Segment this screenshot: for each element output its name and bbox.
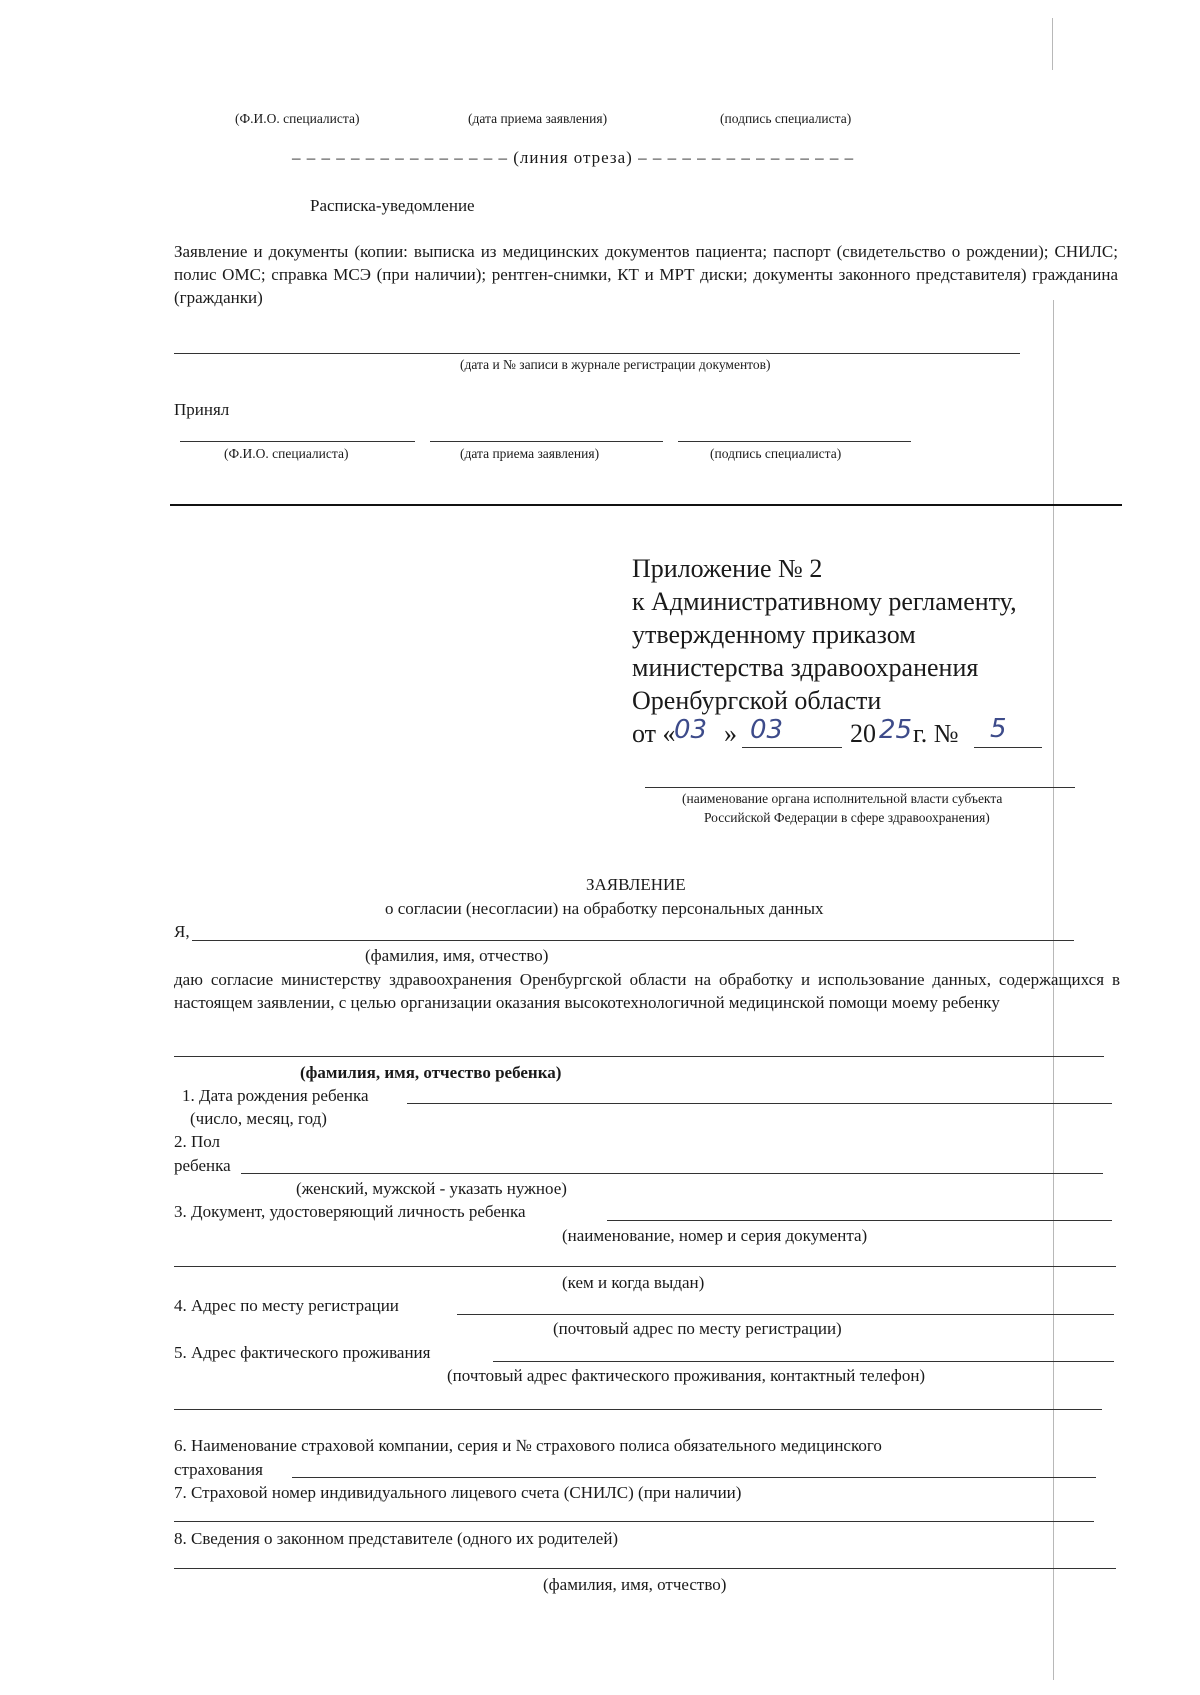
receipt-date-line [430, 441, 663, 442]
appendix-line2: к Административному регламенту, [632, 587, 1017, 616]
journal-label: (дата и № записи в журнале регистрации документов) [460, 357, 771, 372]
item8-label: 8. Сведения о законном представителе (одного их родителей) [174, 1529, 619, 1548]
item7-label: 7. Страховой номер индивидуального лицевого счета (СНИЛС) (при наличии) [174, 1483, 742, 1502]
top-fio-label: (Ф.И.О. специалиста) [235, 111, 360, 126]
appendix-day: 03 [674, 715, 708, 745]
item4-line [457, 1314, 1114, 1315]
section-divider [170, 504, 1122, 506]
cut-line-label: (линия отреза) [513, 148, 633, 167]
cut-dashes-right: – – – – – – – – – – – – – – – [638, 148, 855, 167]
appendix-line5: Оренбургской области [632, 686, 882, 715]
item3-caption: (наименование, номер и серия документа) [562, 1226, 868, 1245]
item5-caption: (почтовый адрес фактического проживания, контактный телефон) [447, 1366, 926, 1385]
item6-label: 6. Наименование страховой компании, серия и № страхового полиса обязательного медицинского [174, 1436, 882, 1455]
item6-line [292, 1477, 1096, 1478]
consent-text: даю согласие министерству здравоохранения Оренбургской области на обработку и использование данных, содержащихся в настоящем заявлении, с целью организации оказания высокотехнологичной медицинской помощи моему ребенку [174, 970, 1120, 1012]
item1-label: 1. Дата рождения ребенка [182, 1086, 369, 1105]
organ-label-1: (наименование органа исполнительной власти субъекта [682, 791, 1003, 806]
item5-line [493, 1361, 1114, 1362]
item2-word: ребенка [174, 1156, 231, 1175]
item8-line [174, 1568, 1116, 1569]
top-sign-label: (подпись специалиста) [720, 111, 852, 126]
receipt-fio-label: (Ф.И.О. специалиста) [224, 446, 349, 461]
scan-edge-line [1052, 18, 1053, 70]
item6-cont: страхования [174, 1460, 263, 1479]
receipt-sign-label: (подпись специалиста) [710, 446, 842, 461]
i-label: Я, [174, 922, 190, 941]
cut-line [292, 148, 854, 168]
receipt-body: Заявление и документы (копии: выписка из медицинских документов пациента; паспорт (свидетельство о рождении); СНИЛС; полис ОМС; справка МСЭ (при наличии); рентген-снимки, КТ и МРТ диски; документы законного представителя) гражданина (гражданки) [174, 242, 1118, 307]
cut-dashes-left: – – – – – – – – – – – – – – – [292, 148, 508, 167]
appendix-line1: Приложение № 2 [632, 554, 823, 583]
appendix-month-line [742, 747, 842, 748]
organ-label-2: Российской Федерации в сфере здравоохранения) [704, 810, 990, 825]
journal-line [174, 353, 1020, 354]
appendix-year-suffix: г. № [913, 719, 959, 748]
item2-line [241, 1173, 1103, 1174]
item3-line2 [174, 1266, 1116, 1267]
appendix-number-line [974, 747, 1042, 748]
appendix-date-line [632, 714, 1017, 750]
item5-line2 [174, 1409, 1102, 1410]
receipt-date-label: (дата приема заявления) [460, 446, 600, 461]
receipt-sign-line [678, 441, 911, 442]
receipt-fio-line [180, 441, 415, 442]
appendix-close-quote: » [724, 719, 737, 748]
organ-line [645, 787, 1075, 788]
appendix-from: от « [632, 719, 676, 748]
item1-caption: (число, месяц, год) [190, 1109, 327, 1128]
top-date-label: (дата приема заявления) [468, 111, 608, 126]
accepted-label: Принял [174, 400, 230, 419]
item2-label: 2. Пол [174, 1132, 221, 1151]
fio-caption: (фамилия, имя, отчество) [365, 946, 549, 965]
item8-caption: (фамилия, имя, отчество) [543, 1575, 727, 1594]
appendix-month: 03 [750, 715, 784, 745]
item4-caption: (почтовый адрес по месту регистрации) [553, 1319, 842, 1338]
child-fio-line [174, 1056, 1104, 1057]
item3-label: 3. Документ, удостоверяющий личность ребенка [174, 1202, 526, 1221]
appendix-year-prefix: 20 [850, 719, 876, 748]
statement-title: ЗАЯВЛЕНИЕ [586, 875, 686, 894]
appendix-year-hand: 25 [879, 715, 913, 745]
appendix-number: 5 [990, 714, 1007, 744]
fio-line [192, 940, 1074, 941]
item3-line [607, 1220, 1112, 1221]
receipt-title: Расписка-уведомление [310, 196, 475, 215]
item5-label: 5. Адрес фактического проживания [174, 1343, 431, 1362]
item4-label: 4. Адрес по месту регистрации [174, 1296, 399, 1315]
child-fio-caption: (фамилия, имя, отчество ребенка) [300, 1063, 562, 1082]
appendix-line3: утвержденному приказом [632, 620, 916, 649]
appendix-line4: министерства здравоохранения [632, 653, 979, 682]
appendix-block [632, 552, 1017, 750]
item3-caption2: (кем и когда выдан) [562, 1273, 705, 1292]
item7-line [174, 1521, 1094, 1522]
statement-subtitle: о согласии (несогласии) на обработку персональных данных [385, 899, 824, 918]
item2-caption: (женский, мужской - указать нужное) [296, 1179, 567, 1198]
item1-line [407, 1103, 1112, 1104]
